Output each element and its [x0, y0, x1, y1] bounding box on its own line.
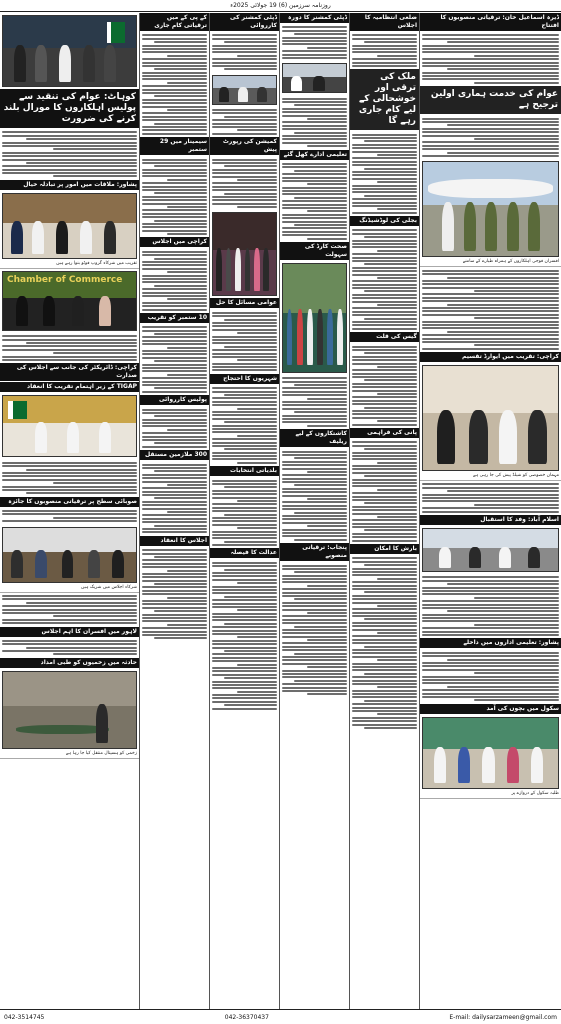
article-a3: [0, 459, 139, 496]
article-c7: [210, 559, 279, 712]
column-c: [210, 13, 280, 1009]
photo-aircraft-officials: [422, 161, 559, 257]
headline-b2: سیمینار میں 29 ستمبر: [140, 137, 209, 156]
article-c6: [210, 477, 279, 548]
headline-center-big-2: عوام کی خدمت ہماری اولین ترجیح ہے: [420, 86, 561, 115]
photo-meeting: [2, 15, 137, 87]
headline-c1: ڈپٹی کمشنر کی کارروائی: [210, 13, 279, 32]
headline-d3: صحت کارڈ کی سہولت: [280, 242, 349, 261]
article-e2: [350, 131, 419, 216]
article-d4: [280, 375, 349, 429]
headline-f4: پشاور: تعلیمی اداروں میں داخلے: [420, 638, 561, 649]
footer-email: E-mail: dailysarzameen@gmail.com: [449, 1013, 557, 1021]
article-a2: [0, 333, 139, 364]
date-line: روزنامہ سرزمین (6) 19 جولائی 2025ء: [0, 0, 561, 12]
article-f5: [420, 574, 561, 638]
article-e1: [350, 32, 419, 69]
headline-a6: لاہور میں افسران کا اہم اجلاس: [0, 627, 139, 638]
article-f6: [420, 649, 561, 703]
photo-crowd-flowers: [212, 212, 277, 296]
headline-c2: کمیشن کی رپورٹ پیش: [210, 137, 279, 156]
photo-group-award: [2, 193, 137, 259]
article-f3: [420, 267, 561, 352]
headline-b1: کے پی کے میں ترقیاتی کام جاری: [140, 13, 209, 32]
article-a5: [0, 593, 139, 627]
caption-a3: زخمی کو ہسپتال منتقل کیا جا رہا ہے: [0, 751, 139, 759]
article-d1: [280, 24, 349, 61]
photo-hall-gathering: [282, 263, 347, 373]
headline-b5: پولیس کارروائی: [140, 395, 209, 406]
column-e: [350, 13, 420, 1009]
headline-c4: شہریوں کا احتجاج: [210, 374, 279, 385]
headline-a2: پشاور: ملاقات میں امور پر تبادلہ خیال: [0, 180, 139, 191]
photo-delegation: [422, 528, 559, 572]
footer-phone-1: 042-3514745: [4, 1013, 45, 1021]
article-f4: [420, 481, 561, 515]
article-c2: [210, 107, 279, 138]
article-d3: [280, 161, 349, 242]
article-d5: [280, 448, 349, 543]
headline-f5: سکول میں بچوں کی آمد: [420, 704, 561, 715]
article-c1: [210, 32, 279, 73]
headline-f3: اسلام آباد: وفد کا استقبال: [420, 515, 561, 526]
column-b: [140, 13, 210, 1009]
footer-phone-2: 042-36370437: [224, 1013, 269, 1021]
article-e4: [350, 343, 419, 428]
headline-b4: 10 ستمبر کو تقریب: [140, 313, 209, 324]
headline-b7: اجلاس کا انعقاد: [140, 536, 209, 547]
article-a4: [0, 508, 139, 525]
article-a6: [0, 638, 139, 658]
article-b5: [140, 406, 209, 450]
headline-e4: پانی کی فراہمی: [350, 428, 419, 439]
headline-center-big: ملک کی ترقی اور خوشحالی کے لیے کام جاری رہے گا: [350, 69, 419, 131]
article-b4: [140, 324, 209, 395]
article-e5: [350, 439, 419, 544]
article-d6: [280, 562, 349, 698]
photo-school: [422, 717, 559, 789]
headline-f1: ڈیرہ اسماعیل خان: ترقیاتی منصوبوں کا افتتاح: [420, 13, 561, 32]
article-f1: [420, 32, 561, 86]
headline-d5: پنجاب: ترقیاتی منصوبے: [280, 543, 349, 562]
photo-award-ceremony: [422, 365, 559, 471]
headline-b6: 300 ملازمین مستقل: [140, 450, 209, 461]
column-f: [420, 13, 561, 1009]
article-c3: [210, 156, 279, 210]
article-e6: [350, 555, 419, 731]
article-b7: [140, 547, 209, 642]
article-d2: [280, 95, 349, 149]
headline-e1: ضلعی انتظامیہ کا اجلاس: [350, 13, 419, 32]
headline-a4: TIGAP کے زیر اہتمام تقریب کا انعقاد: [0, 382, 139, 393]
article-b1: [140, 32, 209, 137]
caption-a2: شرکاء اجلاس میں شریک ہیں: [0, 585, 139, 593]
headline-d1: ڈپٹی کمشنر کا دورہ: [280, 13, 349, 24]
article-c5: [210, 385, 279, 466]
headline-d2: تعلیمی ادارے کھل گئے: [280, 150, 349, 161]
article-b6: [140, 461, 209, 536]
caption-f3: طلبہ سکول کے دروازے پر: [420, 791, 561, 799]
caption-f1: افسران فوجی اہلکاروں کے ہمراہ طیارے کے سامنے: [420, 259, 561, 267]
column-d: [280, 13, 350, 1009]
article-e3: [350, 227, 419, 332]
article-a1: [0, 129, 139, 180]
article-b2: [140, 156, 209, 237]
headline-b3: کراچی میں اجلاس: [140, 237, 209, 248]
headline-a1: کوہاٹ: عوام کی تنقید سے پولیس اہلکاروں کا مورال بلند کرنے کی ضرورت: [0, 89, 139, 129]
headline-d4: کاشتکاروں کے لیے ریلیف: [280, 429, 349, 448]
article-c4: [210, 309, 279, 373]
photo-accident: [2, 671, 137, 749]
headline-e2: بجلی کی لوڈشیڈنگ: [350, 216, 419, 227]
headline-c3: عوامی مسائل کا حل: [210, 298, 279, 309]
headline-a7: حادثہ میں زخمیوں کو طبی امداد: [0, 658, 139, 669]
photo-chamber: [2, 271, 137, 331]
caption-a1: تقریب میں شرکاء گروپ فوٹو بنوا رہے ہیں: [0, 261, 139, 269]
headline-c6: عدالت کا فیصلہ: [210, 548, 279, 559]
headline-c5: بلدیاتی انتخابات: [210, 466, 279, 477]
photo-tigap: [2, 395, 137, 457]
article-b3: [140, 248, 209, 312]
banner-text: Chamber of Commerce: [7, 274, 123, 285]
photo-officials-meeting: [2, 527, 137, 583]
footer-bar: [0, 1009, 561, 1024]
column-a: [0, 13, 140, 1009]
headline-a5: صوبائی سطح پر ترقیاتی منصوبوں کا جائزہ: [0, 497, 139, 508]
headline-a3: کراچی: ڈائریکٹر کی جانب سے اجلاس کی صدارت: [0, 363, 139, 382]
article-f2: [420, 115, 561, 159]
headline-e3: گیس کی قلت: [350, 332, 419, 343]
caption-f2: مہمان خصوصی کو شیلڈ پیش کی جا رہی ہے: [420, 473, 561, 481]
photo-d1: [282, 63, 347, 93]
photo-c1: [212, 75, 277, 105]
headline-f2: کراچی: تقریب میں ایوارڈ تقسیم: [420, 352, 561, 363]
headline-e5: بارش کا امکان: [350, 544, 419, 555]
